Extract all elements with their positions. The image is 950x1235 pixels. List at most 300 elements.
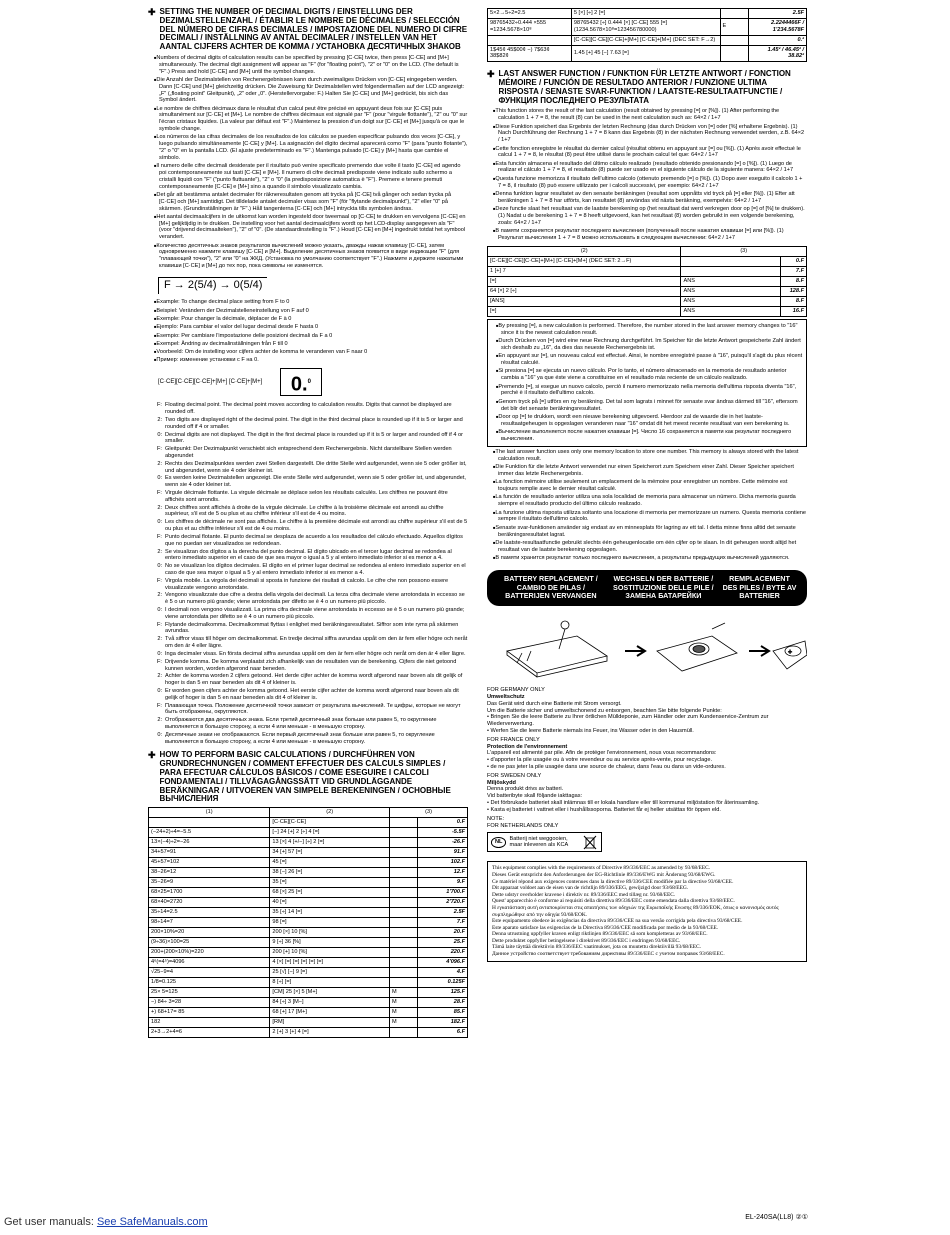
result-cell: 7.F — [781, 266, 807, 276]
svg-text:+: + — [788, 649, 793, 657]
decimal-footnotes — [148, 402, 468, 745]
footnote-text: Virgola mobile. La virgola dei decimali si sposta in funzione dei risultati di calcolo. Le cifre che non possono essere visualizzate vengono arrotondate. — [165, 577, 449, 591]
compliance-line: Denna utrustning uppfyller kraven enligt riktlinjen 89/336/EEC så som kompletteras av 93/68/EEC. — [492, 931, 708, 938]
footnote — [148, 549, 468, 563]
keys-cell: 5 [×] [÷] 2 [=] — [571, 9, 720, 19]
decimal-paras — [148, 55, 468, 270]
keys-cell: 98765432 [÷] 0.444 [×] [C·CE] 555 [=] (1234.5678×10⁸=123456780000) — [571, 19, 720, 36]
expression-cell: +) 68+17= 85 — [149, 1008, 270, 1018]
keys-cell: [RM] — [270, 1018, 390, 1028]
expression-cell: (−24+2)÷4=−5.5 — [149, 828, 270, 838]
col-header: (2) — [270, 808, 390, 818]
battery-inserted-icon — [773, 641, 807, 669]
result-cell: 2.5F — [748, 9, 806, 19]
example-line: ■ Exemple: Pour changer la décimale, déplacer de F à 0 — [154, 316, 468, 323]
table-row — [149, 948, 468, 958]
last-answer-note: ■ Door op [=] te drukken, wordt een nieuwe berekening uitgevoerd. Hierdoor zal de waarde die in het laatste-resultaatgeheugen is opgeslagen veranderen naar "16" omdat dit het meest recente resultaat van een berekening is. — [496, 414, 804, 428]
keys-cell: 25 [√] [−] 9 [=] — [270, 968, 390, 978]
indicator-cell — [720, 35, 748, 45]
expression-cell: 68×40=2720 — [149, 898, 270, 908]
model-code: EL-240SA(LL8) ②① — [745, 1214, 808, 1222]
battery-title: REMPLACEMENT DES PILES / BYTE AV BATTERIER — [722, 573, 797, 601]
footnote — [148, 622, 468, 636]
expression-cell: 25× 5=125 — [149, 988, 270, 998]
footnote-key: 0: — [157, 431, 162, 438]
table-row — [488, 35, 807, 45]
keys-cell: [ANS] — [488, 296, 681, 306]
expression-cell: 38−26=12 — [149, 868, 270, 878]
footnote-key: F: — [157, 658, 162, 665]
keys-cell: 40 [=] — [270, 898, 390, 908]
result-cell: 0.² — [748, 35, 806, 45]
table-row — [149, 1018, 468, 1028]
expression-cell: 35÷14=2.5 — [149, 908, 270, 918]
last-answer-notes2 — [487, 449, 807, 562]
result-cell: 128.F — [781, 286, 807, 296]
arrow-right-icon — [625, 646, 645, 656]
indicator-cell — [390, 868, 418, 878]
indicator-cell — [390, 938, 418, 948]
example-line: ■ Example: To change decimal place setting from F to 0 — [154, 299, 468, 306]
indicator-cell: M — [390, 1008, 418, 1018]
expression-cell: 13×(−4)÷2=−26 — [149, 838, 270, 848]
keys-cell: [=] — [488, 306, 681, 316]
result-cell: -26.F — [418, 838, 468, 848]
decimal-para-de: ■ Die Anzahl der Dezimalstellen von Rechenergebnissen kann durch zweimaliges Drücken von [C·CE] eingegeben werden. Dann [C·CE] und [M+] gleichzeitig drücken. Die Zuweisung für Dezimalstellen wird folgendermaßen auf der LCD angezeigt: „F" („floating point" Gleitpunkt), „2" oder „0". (Herstellervorgabe: F.) Halten Sie [C·CE] und [M+] gedrückt, bis sich das Symbol ändert. — [154, 77, 468, 104]
table-row — [149, 998, 468, 1008]
indicator-cell — [390, 818, 418, 828]
last-answer-para: ■ Denna funktion lagrar resultatet av den senaste beräkningen (resultat som uppnåtts vid tryck på [=] eller [%]). (1) Efter att beräkningen 1 + 7 = 8 har utförts, kan resultatet (8) användas vid nästa beräkning, exempelvis: 64×2 / 1+7 — [493, 191, 807, 205]
result-cell: 16.F — [781, 306, 807, 316]
table-row — [488, 45, 807, 62]
footnote — [148, 475, 468, 489]
keys-cell: [=] — [488, 276, 681, 286]
table-row — [149, 918, 468, 928]
footnote-text: Vengono visualizzate due cifre a destra della virgola dei decimali. La terza cifra decimale viene arrotondata in eccesso se è 5 o un numero più grande; viene arrotondata per difetto se è 4 o un numero più piccolo. — [165, 592, 465, 606]
footnote-key: 2: — [157, 673, 162, 680]
footnote-text: I decimali non vengono visualizzati. La prima cifra decimale viene arrotondata in eccesso se è 5 o un numero più grande; viene arrotondata per difetto se è 4 o un numero più piccolo. — [165, 607, 465, 620]
table-row — [149, 938, 468, 948]
footnote-text: No se visualizan los dígitos decimales. El dígito en el primer lugar decimal se redondea al entero inmediato superior en el caso de que sea mayor o igual a 5 y al entero inmediato inferior si es menor a 4. — [165, 563, 466, 576]
indicator-cell: ANS — [681, 276, 781, 286]
keys-cell: 98 [=] — [270, 918, 390, 928]
table-row — [488, 276, 807, 286]
footnote-text: Es werden keine Dezimalstellen angezeigt. Die erste Stelle wird aufgerundet, wenn sie 5 oder größer ist, und abgerundet, wenn sie 4 oder kleiner ist. — [165, 475, 466, 489]
last-answer-para: ■ Questa funzione memorizza il risultato dell'ultimo calcolo (ottenuto premendo [=] o [%]). (1) Dopo aver eseguito il calcolo 1 + 7 = 8, il risultato (8) può essere utilizzato per i calcoli successivi, per esempio: 64×2 / 1+7 — [493, 176, 807, 190]
crossed-bin-icon — [582, 834, 598, 850]
keys-cell: 13 [×] 4 [+/−] [÷] 2 [=] — [270, 838, 390, 848]
expression-cell: 45+57=102 — [149, 858, 270, 868]
decimal-para-fr: ■ Le nombre de chiffres décimaux dans le résultat d'un calcul peut être précisé en appuyant deux fois sur [C·CE] puis simultanément sur [C·CE] et [M+]. Le nombre de chiffres décimaux est signalé par "F" (pour "virgule flottante"), "2" ou "0" sur l'écran cristaux liquides. (La valeur par défaut est "F".) Maintenez la pression d'un doigt sur [C·CE] et [M+] jusqu'à ce que le symbole change. — [154, 106, 468, 133]
footnote — [148, 534, 468, 548]
top-calc-table — [487, 8, 807, 62]
result-cell: 0.125F — [418, 978, 468, 988]
indicator-cell: M — [390, 1018, 418, 1028]
result-cell: 85.F — [418, 1008, 468, 1018]
result-cell: 2'720.F — [418, 898, 468, 908]
last-answer-note: ■ The last answer function uses only one memory location to store one number. This memory is always stored with the latest calculation result. — [493, 449, 807, 463]
col-header: (3) — [390, 808, 468, 818]
last-answer-para: ■ Cette fonction enregistre le résultat du dernier calcul (résultat obtenu en appuyant sur [=] ou [%]). (1) Après avoir effectué le calcul 1 + 7 = 8, le résultat (8) peut être utilisé dans le prochain calcul tel que: 64×2 / 1+7 — [493, 146, 807, 160]
expression-cell: (9÷36)×100=25 — [149, 938, 270, 948]
last-answer-note: ■ La función de resultado anterior utiliza una sola localidad de memoria para almacenar un número. Dicha memoria guarda siempre el resultado producto del último cálculo realizado. — [493, 494, 807, 508]
example-line: ■ Voorbeeld: Om de instelling voor cijfers achter de komma te veranderen van F naar 0 — [154, 349, 468, 356]
table-row — [149, 858, 468, 868]
keys-cell: 200 [+] 10 [%] — [270, 948, 390, 958]
footnote — [148, 592, 468, 606]
decimal-examples — [148, 299, 468, 364]
decimal-para-nl: ■ Het aantal decimaalcijfers in de uitkomst kan worden ingesteld door tweemaal op [C·CE] te drukken en vervolgens [C·CE] en [M+] gelijktijdig in te drukken. De instelling voor het aantal decimaalcijfers wordt op het LCD-display aangegeven als "F" (voor "drijvend decimaalteken"), "2" of "0". (De standaardinstelling is "F".) Houd [C·CE] en [M+] ingedrukt totdat het symbool verandert. — [154, 214, 468, 241]
table-row — [488, 19, 807, 36]
result-cell: 2.5F — [418, 908, 468, 918]
compliance-line: Данное устройство соответствует требованиям директивы 89/336/EEC с учетом поправок 93/68/EEC. — [492, 951, 725, 958]
footnote-text: Drijvende komma. De komma verplaatst zich afhankelijk van de resultaten van de berekening. Cijfers die niet getoond kunnen worden, worden afgerond naar beneden. — [165, 658, 457, 672]
last-answer-para: ■ Diese Funktion speichert das Ergebnis der letzten Rechnung (das durch Drücken von [=] oder [%] erhaltene Ergebnis). (1) Nach Durchführung der Rechnung 1 + 7 = 8 kann das Ergebnis (8) in der nächsten Rechnung verwendet werden, z.B. 64×2 / 1+7 — [493, 124, 807, 144]
footnote-key: 2: — [157, 460, 162, 467]
last-answer-para: ■ This function stores the result of the last calculation (result obtained by pressing [=] or [%]). (1) After performing the calculation 1 + 7 = 8, the result (8) can be used in the next calculation such as: 64×2 / 1+7 — [493, 108, 807, 122]
table-row — [488, 306, 807, 316]
keys-cell: 9 [÷] 36 [%] — [270, 938, 390, 948]
plus-box-icon: ✚ — [487, 69, 495, 80]
open-battery-compartment-icon — [657, 623, 737, 671]
footnote — [148, 732, 468, 746]
indicator-cell — [390, 898, 418, 908]
result-cell: 0.F — [418, 818, 468, 828]
last-answer-note: ■ En appuyant sur [=], un nouveau calcul est effectué. Ainsi, le nombre enregistré passe à "16", puisqu'il s'agit du plus récent résultat calculé. — [496, 353, 804, 367]
table-row — [149, 878, 468, 888]
footnote-key: 2: — [157, 717, 162, 724]
keys-cell: 34 [+] 57 [=] — [270, 848, 390, 858]
indicator-cell — [390, 848, 418, 858]
keys-cell: 68 [+] 17 [M+] — [270, 1008, 390, 1018]
footnote — [148, 563, 468, 577]
indicator-cell — [390, 828, 418, 838]
lcd-display: 0.$^0$ — [280, 368, 322, 396]
footnote-key: 0: — [157, 607, 162, 614]
table-row — [149, 898, 468, 908]
footnote-text: Flytande decimalkomma. Decimalkommat flyttas i enlighet med beräkningsresultatet. Siffror som inte ryms på skärmen avrundas. — [165, 621, 459, 635]
table-row — [149, 928, 468, 938]
footnote — [148, 417, 468, 431]
result-cell: 6.F — [418, 1028, 468, 1038]
keys-cell: 35 [=] — [270, 878, 390, 888]
expression-cell: 68×25=1700 — [149, 888, 270, 898]
expression-cell — [149, 818, 270, 828]
footnote — [148, 402, 468, 416]
footnote — [148, 673, 468, 687]
basic-section-heading: ✚ HOW TO PERFORM BASIC CALCULATIONS / DURCHFÜHREN VON GRUNDRECHNUNGEN / COMMENT EFFECTUER DES CALCULS SIMPLES / PARA EFECTUAR CÁLCULOS BÁSICOS / COME ESEGUIRE I CALCOLI FONDAMENTALI / TILLVÄGAGÅNGSSÄTT VID GRUNDLÄGGANDE BERÄKNINGAR / UITVOEREN VAN SIMPELE BEREKENINGEN / ОСНОВНЫЕ ВЫЧИСЛЕНИЯ — [148, 750, 451, 804]
basic-calc-table — [148, 807, 468, 1038]
decimal-para-it: ■ Il numero delle cifre decimali desiderate per il risultato può venire specificato premendo due volte il tasto [C·CE] ed agendo poi contemporaneamente sui tasti [C·CE] e [M+]. Il numero di cifre decimali predisposte viene indicato sullo schermo a cristalli liquidi con "F" ("punto fluttuante"), "2" o "0" (la predisposizione automatica è "F"). Premere e tenere premuti contemporaneamente [C·CE] e [M+] sino a quando il simbolo visualizzato cambia. — [154, 163, 468, 190]
last-answer-para: ■ Deze functie slaat het resultaat van de laatste berekening op (het resultaat dat werd verkregen door op [=] of [%] te drukken). (1) Nadat u de berekening 1 + 7 = 8 heeft uitgevoerd, kan het resultaat (8) worden gebruikt in een volgende berekening, zoals: 64×2 / 1+7 — [493, 206, 807, 226]
battery-illustration — [487, 611, 807, 683]
compliance-line: Este aparato satisface las exigencias de la Directiva 89/336/CEE modificada por medio de la 93/68/CEE. — [492, 924, 719, 931]
result-cell: 25.F — [418, 938, 468, 948]
table-row — [149, 988, 468, 998]
table-row — [149, 828, 468, 838]
footnote — [148, 432, 468, 446]
result-cell: 1'700.F — [418, 888, 468, 898]
expression-cell: 34+57=91 — [149, 848, 270, 858]
expression-cell: 2+3→2+4=6 — [149, 1028, 270, 1038]
footnote-key: 0: — [157, 650, 162, 657]
table-row — [488, 296, 807, 306]
keys-cell: [C·CE][C·CE][C·CE]+[M+] [C·CE]+[M+] (DEC SET: F→2) — [571, 35, 720, 45]
footnote-text: Десятичные знаки не отображаются. Если первый десятичный знак больше или равен 5, то округление выполняется в большую сторону, а если 4 или меньше - в меньшую сторону. — [165, 731, 435, 745]
col-header: (1) — [149, 808, 270, 818]
last-answer-note: ■ By pressing [=], a new calculation is performed. Therefore, the number stored in the last answer memory changes to "16" since it is the newest calculation result. — [496, 323, 804, 337]
keys-cell: 200 [×] 10 [%] — [270, 928, 390, 938]
last-answer-note: ■ Durch Drücken von [=] wird eine neue Rechnung durchgeführt. Im Speicher für die letzte Antwort gespeicherte Zahl ändert sich deshalb zu „16", da dies das neueste Rechenergebnis ist. — [496, 338, 804, 352]
last-answer-para: ■ Esta función almacena el resultado del último cálculo realizado (resultado obtenido presionando [=] o [%]). (1) Luego de realizar el cálculo 1 + 7 = 8, el resultado (8) puede ser usado en el siguiente cálculo de la siguiente manera: 64×2 / 1+7 — [493, 161, 807, 175]
last-answer-note: ■ Genom tryck på [=] utförs en ny beräkning. Det tal som lagrats i minnet för senaste svar ändras därmed till "16", eftersom det blir det senaste beräkningsresultatet. — [496, 399, 804, 413]
decimal-para-es: ■ Los números de las cifras decimales de los resultados de los cálculos se pueden especificar pulsando dos veces [C·CE], y luego pulsando simultáneamente [C·CE] y [M+]. La asignación del dígito decimal aparecerá como "F" (para "punto flotante"), "2" o "0" en la pantalla LCD. (El ajuste predeterminado es "F".) Mantenga pulsado [C·CE] y [M+] hasta que cambie el símbolo. — [154, 134, 468, 161]
table-row — [488, 266, 807, 276]
compliance-line: Dette produktet oppfyller betingelsene i direktivet 89/336/EEC i endringen 93/68/EEC. — [492, 937, 681, 944]
right-column — [487, 8, 807, 962]
compliance-line: Tämä laite täyttää direktiivin 89/336/EEC vaatimukset, jota on muutettu direktiivillä 93/68/EEC. — [492, 944, 701, 951]
last-answer-paras — [487, 108, 807, 241]
result-cell: 220.F — [418, 948, 468, 958]
footnote-text: Les chiffres de décimale ne sont pas affichés. Le chiffre à la première décimale est arrondi au chiffre supérieur s'il est de 5 ou plus et au chiffre inférieur s'il est de 4 ou moins. — [165, 519, 468, 533]
compliance-line: Dieses Gerät entspricht den Anforderungen der EG-Richtlinie 89/336/EWG mit Änderung 93/68/EWG. — [492, 871, 716, 878]
netherlands-notice: NOTE: FOR NETHERLANDS ONLY NL Batterij niet weggooien, maar inleveren als KCA — [487, 816, 807, 856]
result-cell: 0.F — [781, 256, 807, 266]
last-answer-note: ■ La fonction mémoire utilise seulement un emplacement de la mémoire pour enregistrer un nombre. Cette mémoire est toujours remplie avec le dernier résultat calculé. — [493, 479, 807, 493]
expression-cell: √25−9=4 — [149, 968, 270, 978]
col-header: (3) — [681, 246, 807, 256]
table-row — [149, 1028, 468, 1038]
table-row — [488, 9, 807, 19]
result-cell: 8.F — [781, 296, 807, 306]
footnote — [148, 461, 468, 475]
indicator-cell: M — [390, 998, 418, 1008]
decimal-cycle: F → 2(5/4) → 0(5/4) — [158, 277, 267, 293]
expression-cell: 98÷14=7 — [149, 918, 270, 928]
keys-cell: 8 [÷] [=] — [270, 978, 390, 988]
last-answer-heading: ✚ LAST ANSWER FUNCTION / FUNKTION FÜR LETZTE ANTWORT / FONCTION MÉMOIRE / FUNCIÓN DE RESULTADO ANTERIOR / FUNZIONE ULTIMA RISPOSTA / SENASTE SVAR-FUNKTION / LAATSTE-RESULTAATFUNCTIE / ФУНКЦИЯ ПОСЛЕДНЕГО РЕЗУЛЬТАТА — [487, 69, 791, 105]
footnote-key: 2: — [157, 416, 162, 423]
result-cell: -5.5F — [418, 828, 468, 838]
table-row — [149, 888, 468, 898]
battery-title-bar — [487, 570, 807, 606]
left-column — [148, 8, 468, 1038]
expression-cell: 200×10%=20 — [149, 928, 270, 938]
indicator-cell — [720, 45, 748, 62]
germany-notice: FOR GERMANY ONLY Umweltschutz Das Gerät wird durch eine Batterie mit Strom versorgt. Um die Batterie sicher und umweltschonend zu entsorgen, beachten Sie bitte folgende Punkte: • Bringen Sie die leere Batterie zu Ihrer örtlichen Mülldeponie, zum Händler oder zum Kundenservice-Zentrum zur Wiederverwertung. • Werfen Sie die leere Batterie niemals ins Feuer, ins Wasser oder in den Hausmüll. — [487, 687, 769, 734]
table-row — [149, 968, 468, 978]
footnote-text: Плавающая точка. Положение десятичной точки зависит от результата вычислений. Те цифры, которые не могут быть отображены, округляются. — [165, 702, 461, 716]
example-line: ■ Exempel: Ändring av decimalinställningen från F till 0 — [154, 341, 468, 348]
expression-cell: 98765432÷0.444 ×555 =1234.5678×10⁸ — [488, 19, 572, 36]
safemanuals-link[interactable]: See SafeManuals.com — [96, 1215, 208, 1228]
keys-cell: 64 [×] 2 [÷] — [488, 286, 681, 296]
last-answer-para: ■ В памяти сохраняется результат последнего вычисления (полученный после нажатия клавиши [=] или [%]). (1) Результат вычисления 1 + 7 = 8 можно использовать в следующем вычислении: 64×2 / 1+7 — [493, 228, 807, 242]
compliance-line: Ce matériel répond aux exigences contenues dans la directive 89/336/CEE modifiée par la directive 93/68/CEE. — [492, 878, 734, 885]
indicator-cell — [390, 858, 418, 868]
indicator-cell — [681, 256, 781, 266]
kca-badge: NL Batterij niet weggooien, maar inleveren als KCA — [487, 832, 602, 852]
decimal-section-heading: ✚ SETTING THE NUMBER OF DECIMAL DIGITS / EINSTELLUNG DER DEZIMALSTELLENZAHL / ÉTABLIR LE NOMBRE DE DÉCIMALES / SELECCIÓN DEL NÚMERO DE CIFRAS DECIMALES / IMPOSTAZIONE DEL NUMERO DI CIFRE DECIMALI / INSTÄLLNING AV ANTAL DECIMALER / INSTELLEN VAN HET AANTAL CIJFERS ACHTER DE KOMMA / УСТАНОВКА ДЕСЯТИЧНЫХ ЗНАКОВ — [148, 7, 468, 52]
table-row — [488, 286, 807, 296]
footnote-text: Inga decimaler visas. En första decimal siffra avrundas uppåt om den är fem eller högre och neråt om den är 4 eller lägre. — [165, 650, 466, 657]
result-cell: 4'096.F — [418, 958, 468, 968]
footnote-text: Rechts des Dezimalpunktes werden zwei Stellen dargestellt. Die dritte Stelle wird aufgerundet, wenn sie 5 oder größer ist, und abgerundet, wenn sie 4 oder kleiner ist. — [165, 460, 467, 474]
expression-cell — [488, 35, 572, 45]
keys-cell: [C·CE][C·CE] — [270, 818, 390, 828]
footnote-key: 0: — [157, 475, 162, 482]
indicator-cell — [390, 928, 418, 938]
indicator-cell: E — [720, 19, 748, 36]
indicator-cell — [390, 918, 418, 928]
footnote-key: F: — [157, 402, 162, 409]
footnote-key: 0: — [157, 563, 162, 570]
table-row — [149, 908, 468, 918]
table-row — [488, 256, 807, 266]
table-row — [149, 958, 468, 968]
footnote-key: F: — [157, 621, 162, 628]
keys-cell: 45 [=] — [270, 858, 390, 868]
footnote-key: 2: — [157, 504, 162, 511]
footnote-key: 0: — [157, 687, 162, 694]
col-header: (2) — [488, 246, 681, 256]
battery-title: WECHSELN DER BATTERIE / SOSTITUZIONE DELLE PILE / ЗАМЕНА БАТАРЕЙКИ — [613, 573, 714, 601]
example-line: ■ Esempio: Per cambiare l'impostazione delle posizioni decimali da F a 0 — [154, 333, 468, 340]
compliance-line: This equipment complies with the requirements of Directive 89/336/EEC as amended by 93/68/EEC. — [492, 865, 711, 872]
footer-link-area: Get user manuals: See SafeManuals.com — [4, 1215, 208, 1228]
table-row — [149, 1008, 468, 1018]
compliance-line: Dit apparaat voldoet aan de eisen van de richtlijn 89/336/EEG, gewijzigd door 93/68/EEG. — [492, 885, 689, 892]
footnote-key: 2: — [157, 636, 162, 643]
last-answer-note: ■ В памяти хранится результат только последнего вычисления, а результаты предыдущих вычислений удаляются. — [493, 555, 807, 562]
result-cell: 102.F — [418, 858, 468, 868]
compliance-line: Quest' apparecchio è conforme ai requisiti della direttiva 89/336/EEC come emendata dalla direttiva 93/68/EEC. — [492, 898, 735, 905]
footnote — [148, 505, 468, 519]
footnote-text: Отображаются два десятичных знака. Если третий десятичный знак больше или равен 5, то округление выполняется в большую сторону, а если 4 или меньше - в меньшую сторону. — [165, 717, 437, 731]
footnote-text: Se visualizan dos dígitos a la derecha del punto decimal. El dígito ubicado en el tercer lugar decimal se redondea al entero inmediato superior en el caso de que sea mayor o igual a 5 y al entero inmediato inferior si es menor a 4. — [165, 548, 452, 562]
expression-cell: 4⁶(=4⁵)=4096 — [149, 958, 270, 968]
compliance-line: Η εγκατάσταση αυτή ανταποκρίνεται στις απαιτήσεις των οδηγιών της Ευρωπαϊκής Ενωσης 89/336/ΕΟΚ, όπως ο κανονισμός αυτός συμπληρώθηκε από την οδηγία 93/68/ΕΟΚ. — [492, 904, 779, 918]
result-cell: 182.F — [418, 1018, 468, 1028]
footnote-text: Deux chiffres sont affichés à droite de la virgule décimale. Le chiffre à la troisième décimale est arrondi au chiffre supérieur, s'il est de 5 ou plus et au chiffre inférieur s'il est de 4 ou moins. — [165, 504, 444, 518]
indicator-cell: ANS — [681, 296, 781, 306]
footnote-key: 0: — [157, 519, 162, 526]
footnote-key: F: — [157, 533, 162, 540]
expression-cell: 35−26=9 — [149, 878, 270, 888]
indicator-cell — [390, 958, 418, 968]
result-cell: 7.F — [418, 918, 468, 928]
footnote — [148, 636, 468, 650]
table-row — [149, 868, 468, 878]
result-cell: 8.F — [781, 276, 807, 286]
nl-badge: NL — [491, 837, 506, 848]
result-cell: 28.F — [418, 998, 468, 1008]
footnote-text: Punto decimal flotante. El punto decimal se desplaza de acuerdo a los resultados del cálculo efectuado. Aquellos dígitos que no puedan ser visualizados se redondean. — [165, 533, 463, 547]
footnote-text: Två siffror visas till höger om decimalkommat. En tredje decimal siffra avrundas uppåt om den är fem eller högre och neråt om den är 4 eller lägre. — [165, 636, 468, 650]
footnote — [148, 519, 468, 533]
arrow-right-icon — [749, 646, 769, 656]
footnote-key: F: — [157, 702, 162, 709]
result-cell: 20.F — [418, 928, 468, 938]
expression-cell: 182 — [149, 1018, 270, 1028]
result-cell: 4.F — [418, 968, 468, 978]
footnote-text: Virgule décimale flottante. La virgule décimale se déplace selon les résultats calculés. Les chiffres ne pouvant être affichés sont arrondis. — [165, 490, 448, 503]
plus-box-icon: ✚ — [148, 750, 156, 761]
footnote — [148, 446, 468, 460]
last-answer-note: ■ Senaste svar-funktionen använder sig endast av en minnesplats för lagring av ett tal. I detta minne finns alltid det senaste beräkningsresultatet lagrat. — [493, 525, 807, 539]
keys-cell: 1.45 [+] 45 [−] 7.63 [=] — [571, 45, 720, 62]
compliance-line: Este equipamento obedece às exigências da directiva 89/336/CEE na sua versão corrigida pela directiva 93/68/CEE. — [492, 918, 743, 925]
indicator-cell — [390, 1028, 418, 1038]
calculator-back-icon — [507, 621, 607, 677]
footnote-text: Er worden geen cijfers achter de komma getoond. Het eerste cijfer achter de komma wordt afgerond naar boven als dit gelijk of hoger is dan 5 en naar beneden als dit 4 of kleiner is. — [165, 687, 459, 701]
footnote-key: F: — [157, 490, 162, 497]
footnote — [148, 490, 468, 504]
last-answer-note: ■ La funzione ultima risposta utilizza soltanto una locazione di memoria per memorizzare un numero. Questa memoria contiene sempre il risultato dell'ultimo calcolo. — [493, 510, 807, 524]
result-cell: 12.F — [418, 868, 468, 878]
indicator-cell — [390, 948, 418, 958]
expression-cell: 200+(200×10%)=220 — [149, 948, 270, 958]
footnote — [148, 578, 468, 592]
lcd-example — [158, 368, 468, 396]
footnote — [148, 717, 468, 731]
footnote — [148, 703, 468, 717]
example-line: ■ Ejemplo: Para cambiar el valor del lugar decimal desde F hasta 0 — [154, 324, 468, 331]
indicator-cell — [390, 968, 418, 978]
battery-diagram — [487, 611, 807, 683]
table-row — [149, 838, 468, 848]
sweden-notice: FOR SWEDEN ONLY Miljöskydd Denna produkt drivs av batteri. Vid batteribyte skall följande iakttagas: • Det förbrukade batteriet skall inlämnas till er lokala handlare eller till kommunal miljöstation för återinsamling. • Kasta ej batteriet i vattnet eller i hushållssoporna. Batteriet får ej heller utsättas för öppen eld. — [487, 772, 760, 813]
footnote-key: F: — [157, 577, 162, 584]
keys-cell: 38 [−] 26 [=] — [270, 868, 390, 878]
table-row — [149, 978, 468, 988]
last-answer-note: ■ Вычисление выполняется после нажатия клавиши [=]. Число 16 сохраняется в памяти как результат последнего вычисления. — [496, 429, 804, 443]
last-answer-note: ■ Si presiona [=] se ejecuta un nuevo cálculo. Por lo tanto, el número almacenado en la memoria de resultado anterior cambia a "16" ya que éste viene a constituirse en el resultado más reciente de un cálculo realizado. — [496, 368, 804, 382]
decimal-para-ru: ■ Количество десятичных знаков результатов вычислений можно указать, дважды нажав клавишу [C·CE], затем одновременно нажмите клавишу [C·CE] и [M+]. Выделение десятичных знаков появится в виде индикации "F" (для "плавающей точки"), "2" или "0" на ЖКД. (Установка по умолчанию соответствует "F".) Нажмите и держите нажатыми клавиши [C·CE] и [M+] до тех пор, пока символы не изменятся. — [154, 243, 468, 270]
table-row — [149, 818, 468, 828]
table-row — [149, 848, 468, 858]
keys-cell: 2 [+] 3 [+] 4 [=] — [270, 1028, 390, 1038]
keys-cell: [CM] 25 [×] 5 [M+] — [270, 988, 390, 998]
indicator-cell — [390, 908, 418, 918]
keys-cell: 35 [÷] 14 [=] — [270, 908, 390, 918]
indicator-cell — [390, 838, 418, 848]
result-cell: 125.F — [418, 988, 468, 998]
indicator-cell — [720, 9, 748, 19]
indicator-cell — [390, 978, 418, 988]
keys-cell: [C·CE][C·CE][C·CE]+[M+] [C·CE]+[M+] (DEC SET: 2→F) — [488, 256, 681, 266]
footnote-key: 2: — [157, 548, 162, 555]
footnote — [148, 607, 468, 621]
footnote-key: 0: — [157, 731, 162, 738]
last-answer-table — [487, 246, 807, 317]
indicator-cell — [390, 878, 418, 888]
footnote-text: Floating decimal point. The decimal point moves according to calculation results. Digits that cannot be displayed are rounded off. — [165, 402, 452, 416]
result-cell: 2.2244466F / 1'234.5678F — [748, 19, 806, 36]
result-cell: 91.F — [418, 848, 468, 858]
keys-cell: 68 [×] 25 [=] — [270, 888, 390, 898]
example-line: ■ Пример: изменение установки с F на 0. — [154, 357, 468, 364]
last-answer-note: ■ Die Funktion für die letzte Antwort verwendet nur einen Speicherort zum Speichern einer Zahl. Dieser Speicher speichert immer das letzte Rechenergebnis. — [493, 464, 807, 478]
indicator-cell: ANS — [681, 286, 781, 296]
keys-cell: [−] 24 [+] 2 [÷] 4 [=] — [270, 828, 390, 838]
expression-cell: 5×2→5÷2=2.5 — [488, 9, 572, 19]
example-line: ■ Beispiel: Verändern der Dezimalstelleneinstellung von F auf 0 — [154, 308, 468, 315]
decimal-para-en: ■ Numbers of decimal digits of calculation results can be specified by pressing [C·CE] twice, then press [C·CE] and [M+] simultaneously. The decimal digit assignment will appear as "F" (for "floating point"), "2" or "0" on the LCD. (The default is "F".) Press and hold [C·CE] and [M+] until the symbol changes. — [154, 55, 468, 75]
key-sequence: [C·CE][C·CE][C·CE]+[M+] [C·CE]+[M+] — [158, 378, 263, 385]
keys-cell: 1 [+] 7 — [488, 266, 681, 276]
footnote — [148, 651, 468, 658]
